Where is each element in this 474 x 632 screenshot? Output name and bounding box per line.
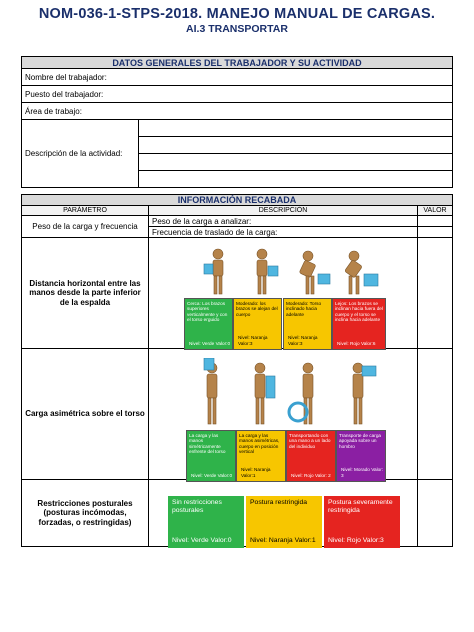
asym-box-text: Transporte de carga apoyada sobre un hombro bbox=[339, 433, 382, 449]
worker-position-field[interactable]: Puesto del trabajador: bbox=[22, 86, 453, 103]
work-area-field[interactable]: Área de trabajo: bbox=[22, 103, 453, 120]
document-subtitle: AI.3 TRANSPORTAR bbox=[186, 23, 288, 35]
weight-value[interactable] bbox=[418, 216, 453, 227]
asym-box-level: Nivel: Verde Valor:0 bbox=[191, 472, 233, 478]
posture-box-text: Postura restringida bbox=[250, 499, 308, 506]
posture-box-orange bbox=[246, 496, 322, 548]
general-heading: DATOS GENERALES DEL TRABAJADOR Y SU ACTIVIDAD bbox=[22, 57, 453, 69]
posture-box-level: Nivel: Naranja Valor:1 bbox=[250, 537, 316, 544]
distance-box-level: Nivel: Verde Valor:0 bbox=[189, 340, 231, 346]
distance-box-level: Nivel: Rojo Valor:6 bbox=[337, 340, 376, 346]
distance-box-text: Moderado: los brazos se alejan del cuerpo bbox=[236, 301, 278, 317]
asym-param: Carga asimétrica sobre el torso bbox=[22, 349, 149, 480]
asym-box-text: La carga y las manos asimétricas, cuerpo en posición vertical bbox=[239, 433, 280, 455]
asym-box-green bbox=[186, 430, 236, 482]
distance-box-red bbox=[332, 298, 386, 350]
distance-box-orange-2 bbox=[283, 298, 332, 350]
freq-label: Frecuencia de traslado de la carga: bbox=[149, 227, 418, 238]
document-title: NOM-036-1-STPS-2018. MANEJO MANUAL DE CARGAS. bbox=[38, 6, 436, 22]
posture-box-green bbox=[168, 496, 244, 548]
posture-value[interactable] bbox=[418, 480, 453, 547]
posture-box-red bbox=[324, 496, 400, 548]
col-value-header: VALOR bbox=[418, 206, 453, 216]
distance-param: Distancia horizontal entre las manos desde la parte inferior de la espalda bbox=[22, 238, 149, 349]
activity-line[interactable] bbox=[139, 171, 453, 188]
activity-line[interactable] bbox=[139, 120, 453, 137]
asym-box-level: Nivel: Morado Valor: 3 bbox=[341, 467, 384, 478]
distance-box-text: Moderado: Torso inclinado hacia adelante bbox=[286, 301, 322, 317]
posture-box-text: Postura severamente restringida bbox=[328, 499, 393, 514]
distance-box-level: Nivel: Naranja Valor:3 bbox=[238, 335, 268, 346]
weight-label: Peso de la carga a analizar: bbox=[149, 216, 418, 227]
posture-box-level: Nivel: Verde Valor:0 bbox=[172, 537, 232, 544]
asym-box-text: La carga y las manos simétricamente enfrente del torso bbox=[189, 433, 226, 455]
activity-description-label: Descripción de la actividad: bbox=[22, 120, 139, 188]
posture-box-text: Sin restricciones posturales bbox=[172, 499, 222, 514]
general-data-table bbox=[21, 56, 453, 188]
distance-value[interactable] bbox=[418, 238, 453, 349]
asym-box-level: Nivel: Naranja Valor:1 bbox=[241, 467, 271, 478]
distance-box-text: Cerca: Los brazos superiores verticalmente y con el torso erguido bbox=[187, 301, 228, 323]
asym-box-text: Transportando con una mano a un lado del individuo bbox=[289, 433, 331, 449]
distance-mannequins-illustration bbox=[196, 246, 386, 296]
distance-box-orange-1 bbox=[233, 298, 282, 350]
posture-param: Restricciones posturales (posturas incómodas, forzadas, o restringidas) bbox=[22, 480, 149, 547]
asym-box-level: Nivel: Rojo Valor: 2 bbox=[291, 472, 331, 478]
col-desc-header: DESCRIPCIÓN bbox=[149, 206, 418, 216]
activity-line[interactable] bbox=[139, 154, 453, 171]
distance-box-text: Lejos: Los brazos se inclinan hacia fuera del cuerpo y el torso se inclina hacia adelante bbox=[335, 301, 383, 323]
col-param-header: PARÁMETRO bbox=[22, 206, 149, 216]
asym-value[interactable] bbox=[418, 349, 453, 480]
info-heading: INFORMACIÓN RECABADA bbox=[22, 195, 453, 206]
asym-box-red bbox=[286, 430, 336, 482]
distance-box-level: Nivel: Naranja Valor:3 bbox=[288, 335, 318, 346]
activity-line[interactable] bbox=[139, 137, 453, 154]
worker-name-field[interactable]: Nombre del trabajador: bbox=[22, 69, 453, 86]
distance-box-green bbox=[184, 298, 233, 350]
asym-box-orange bbox=[236, 430, 286, 482]
asymmetric-mannequins-illustration bbox=[190, 358, 390, 426]
freq-value[interactable] bbox=[418, 227, 453, 238]
posture-box-level: Nivel: Rojo Valor:3 bbox=[328, 537, 384, 544]
weight-param: Peso de la carga y frecuencia bbox=[22, 216, 149, 238]
asym-box-purple bbox=[336, 430, 386, 482]
